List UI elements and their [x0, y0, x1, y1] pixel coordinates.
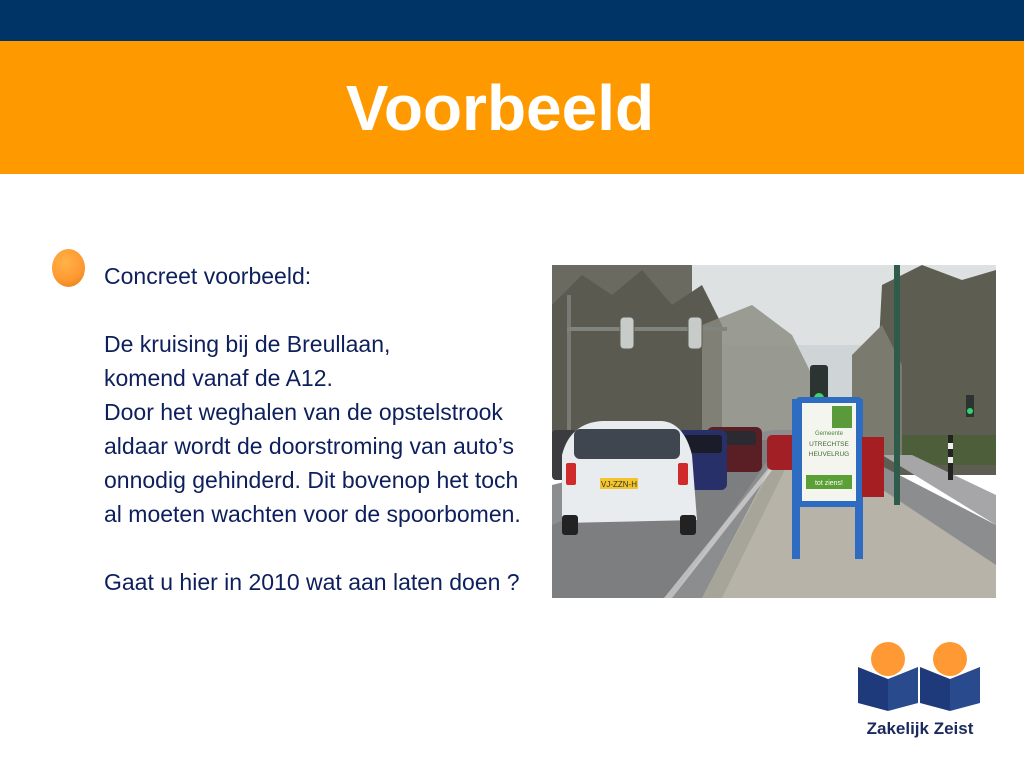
zakelijk-zeist-logo [852, 633, 988, 745]
paragraph-gap [104, 531, 534, 565]
sign-footer: tot ziens! [814, 480, 844, 487]
license-plate: VJ-ZZN-H [601, 480, 637, 489]
sign-line-3: HEUVELRUG [808, 451, 850, 458]
body-paragraph-1-line-2: komend vanaf de A12. [104, 365, 333, 391]
body-text [104, 259, 534, 599]
top-navy-band [0, 0, 1024, 41]
street-photo-image [552, 265, 996, 598]
body-heading: Concreet voorbeeld: [104, 263, 312, 289]
sign-line-1: Gemeente [814, 431, 844, 437]
slide-title: Voorbeeld [345, 72, 655, 144]
sign-line-2: UTRECHTSE [809, 441, 849, 448]
body-paragraph-3: Gaat u hier in 2010 wat aan laten doen ? [104, 569, 520, 595]
logo-mark-icon [852, 633, 988, 719]
body-paragraph-2: Door het weghalen van de opstelstrook aldaar wordt de doorstroming van auto’s onnodig gehinderd. Dit bovenop het toch al moeten wachten voor de spoorbomen. [104, 399, 521, 527]
paragraph-gap [104, 293, 534, 327]
street-photo [552, 265, 996, 598]
logo-text: Zakelijk Zeist [866, 719, 974, 738]
bullet-icon [52, 249, 85, 287]
body-paragraph-1-line-1: De kruising bij de Breullaan, [104, 331, 391, 357]
